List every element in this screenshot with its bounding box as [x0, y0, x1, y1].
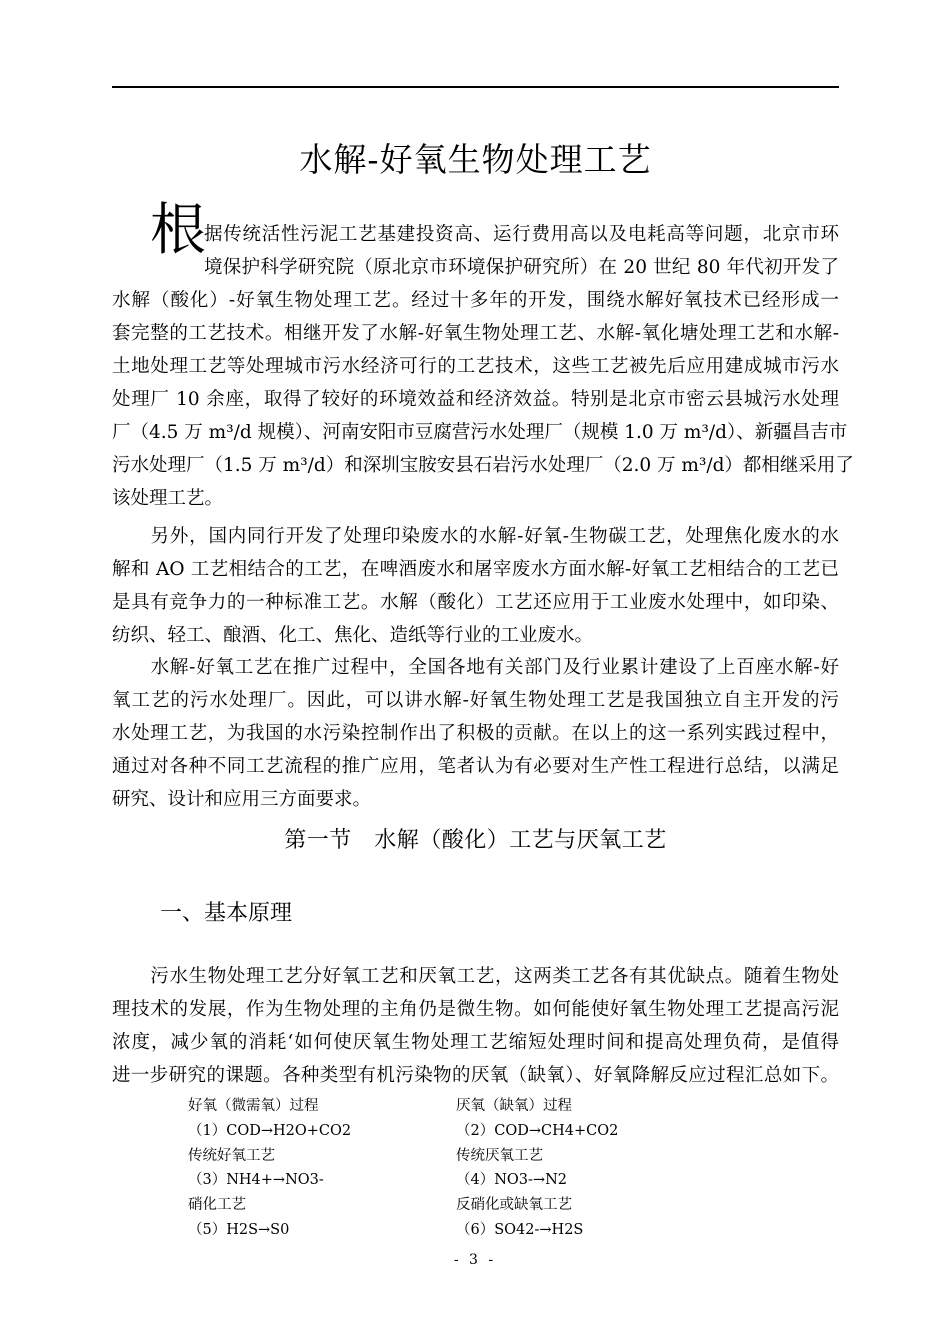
paragraph-line: 水处理工艺，为我国的水污染控制作出了积极的贡献。在以上的这一系列实践过程中，: [112, 723, 839, 744]
paragraph-line: 是具有竞争力的一种标准工艺。水解（酸化）工艺还应用于工业废水处理中，如印染、: [112, 592, 839, 613]
reaction-item: 传统好氧工艺: [188, 1147, 275, 1164]
anaerobic-reaction-list: [456, 1094, 618, 1243]
document-title: 水解-好氧生物处理工艺: [299, 140, 652, 179]
reaction-item: （3）NH4+→NO3-: [188, 1172, 324, 1189]
aerobic-reaction-list: [188, 1094, 351, 1243]
subsection-heading: 一、基本原理: [160, 901, 293, 926]
reaction-item: 硝化工艺: [188, 1197, 246, 1214]
reaction-item: 好氧（微需氧）过程: [188, 1098, 319, 1114]
paragraph-line: 浓度，减少氧的消耗‘如何使厌氧生物处理工艺缩短处理时间和提高处理负荷，是值得: [112, 1032, 839, 1053]
reaction-item: （6）SO42-→H2S: [456, 1221, 584, 1238]
paragraph-line: 进一步研究的课题。各种类型有机污染物的厌氧（缺氧）、好氧降解反应过程汇总如下。: [112, 1065, 839, 1086]
paragraph-line: 污水生物处理工艺分好氧工艺和厌氧工艺，这两类工艺各有其优缺点。随着生物处: [112, 966, 839, 987]
header-rule: [112, 86, 839, 88]
paragraph-2: [112, 520, 839, 652]
page-number: - 3 -: [453, 1252, 497, 1268]
reaction-item: 反硝化或缺氧工艺: [456, 1197, 572, 1214]
paragraph-line: 研究、设计和应用三方面要求。: [112, 789, 372, 810]
intro-line: 污水处理厂（1.5 万 m³/d）和深圳宝胺安县石岩污水处理厂（2.0 万 m³/d）都相继采用了: [112, 455, 854, 476]
intro-line: 厂（4.5 万 m³/d 规模）、河南安阳市豆腐营污水处理厂（规模 1.0 万 m³/d）、新疆昌吉市: [112, 422, 848, 443]
paragraph-line: 另外，国内同行开发了处理印染废水的水解-好氧-生物碳工艺，处理焦化废水的水: [112, 526, 839, 547]
paragraph-line: 氧工艺的污水处理厂。因此，可以讲水解-好氧生物处理工艺是我国独立自主开发的污: [112, 690, 839, 711]
paragraph-line: 理技术的发展，作为生物处理的主角仍是微生物。如何能使好氧生物处理工艺提高污泥: [112, 999, 839, 1020]
reaction-item: （5）H2S→S0: [188, 1221, 290, 1238]
paragraph-3: [112, 651, 839, 816]
intro-line: 处理厂 10 余座，取得了较好的环境效益和经济效益。特别是北京市密云县城污水处理: [112, 389, 839, 410]
intro-line: 该处理工艺。: [112, 488, 224, 509]
reaction-item: （4）NO3-→N2: [456, 1172, 567, 1189]
paragraph-line: 解和 AO 工艺相结合的工艺，在啤酒废水和屠宰废水方面水解-好氧工艺相结合的工艺已: [112, 559, 839, 580]
intro-line: 据传统活性污泥工艺基建投资高、运行费用高以及电耗高等问题，北京市环: [204, 224, 839, 245]
reaction-item: 厌氧（缺氧）过程: [456, 1098, 572, 1114]
intro-line: 土地处理工艺等处理城市污水经济可行的工艺技术，这些工艺被先后应用建成城市污水: [112, 356, 839, 377]
intro-line: 水解（酸化）-好氧生物处理工艺。经过十多年的开发，围绕水解好氧技术已经形成一: [112, 290, 839, 311]
drop-cap: 根: [150, 198, 206, 263]
paragraph-4: [112, 960, 839, 1092]
reaction-item: （1）COD→H2O+CO2: [188, 1122, 352, 1139]
intro-paragraph: [112, 218, 854, 515]
paragraph-line: 纺织、轻工、酿酒、化工、焦化、造纸等行业的工业废水。: [112, 625, 594, 646]
intro-line: 套完整的工艺技术。相继开发了水解-好氧生物处理工艺、水解-氧化塘处理工艺和水解-: [112, 323, 839, 344]
section-heading: 第一节 水解（酸化）工艺与厌氧工艺: [284, 828, 667, 853]
reaction-item: （2）COD→CH4+CO2: [456, 1122, 619, 1139]
intro-line: 境保护科学研究院（原北京市环境保护研究所）在 20 世纪 80 年代初开发了: [204, 257, 839, 278]
paragraph-line: 水解-好氧工艺在推广过程中，全国各地有关部门及行业累计建设了上百座水解-好: [112, 657, 839, 678]
reaction-item: 传统厌氧工艺: [456, 1147, 543, 1164]
paragraph-line: 通过对各种不同工艺流程的推广应用，笔者认为有必要对生产性工程进行总结，以满足: [112, 756, 839, 777]
